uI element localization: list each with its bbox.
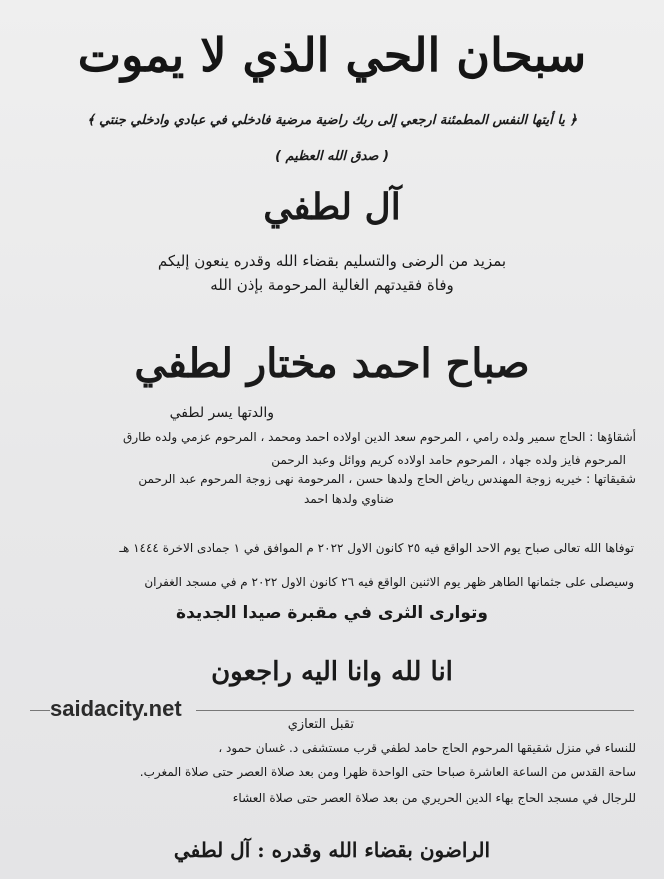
footer-signature: الراضون بقضاء الله وقدره : آل لطفي — [173, 838, 491, 862]
mother-line: والدتها يسر لطفي — [169, 405, 274, 421]
burial-info: وتوارى الثرى في مقبرة صيدا الجديدة — [176, 603, 488, 623]
death-date: توفاها الله تعالى صباح يوم الاحد الواقع فيه ٢٥ كانون الاول ٢٠٢٢ م الموافق في ١ جمادى الاخرة ١٤٤٤ هـ — [119, 541, 634, 555]
title: سبحان الحي الذي لا يموت — [77, 28, 587, 82]
intro-line-1: بمزيد من الرضى والتسليم بقضاء الله وقدره ينعون إليكم — [157, 252, 507, 270]
intro-line-2: وفاة فقيدتهم الغالية المرحومة بإذن الله — [210, 276, 454, 294]
deceased-name: صباح احمد مختار لطفي — [134, 340, 530, 387]
relatives-line-1: أشقاؤها : الحاج سمير ولده رامي ، المرحوم سعد الدين اولاده احمد ومحمد ، المرحوم عزمي ولده طارق — [123, 430, 636, 444]
quran-phrase: انا لله وانا اليه راجعون — [211, 657, 453, 687]
divider-right — [196, 710, 634, 711]
divider-left — [30, 710, 50, 711]
condolences-women-place: ساحة القدس من الساعة العاشرة صباحا حتى الواحدة ظهرا ومن بعد صلاة العصر حتى صلاة المغرب. — [139, 765, 636, 779]
condolences-men: للرجال في مسجد الحاج بهاء الدين الحريري من بعد صلاة العصر حتى صلاة العشاء — [232, 791, 636, 805]
relatives-line-4: ضناوي ولدها احمد — [303, 492, 394, 506]
verse-closing: ( صدق الله العظيم ) — [275, 149, 389, 164]
condolences-women: للنساء في منزل شقيقها المرحوم الحاج حامد لطفي قرب مستشفى د. غسان حمود ، — [218, 741, 636, 755]
quran-verse: ﴿ يا أيتها النفس المطمئنة ارجعي إلى ربك راضية مرضية فادخلي في عبادي وادخلي جنتي ﴾ — [86, 113, 578, 128]
relatives-line-3: شقيقاتها : خيريه زوجة المهندس رياض الحاج ولدها حسن ، المرحومة نهى زوجة المرحوم عبد الرحمن — [138, 472, 636, 486]
prayer-info: وسيصلى على جثمانها الطاهر ظهر يوم الاثنين الواقع فيه ٢٦ كانون الاول ٢٠٢٢ م في مسجد الغفران — [144, 575, 634, 589]
condolences-heading: تقبل التعازي — [287, 717, 354, 732]
family-name: آل لطفي — [263, 186, 401, 228]
watermark: saidacity.net — [50, 696, 182, 721]
relatives-line-2: المرحوم فايز ولده جهاد ، المرحوم حامد اولاده كريم ووائل وعبد الرحمن — [271, 453, 626, 467]
